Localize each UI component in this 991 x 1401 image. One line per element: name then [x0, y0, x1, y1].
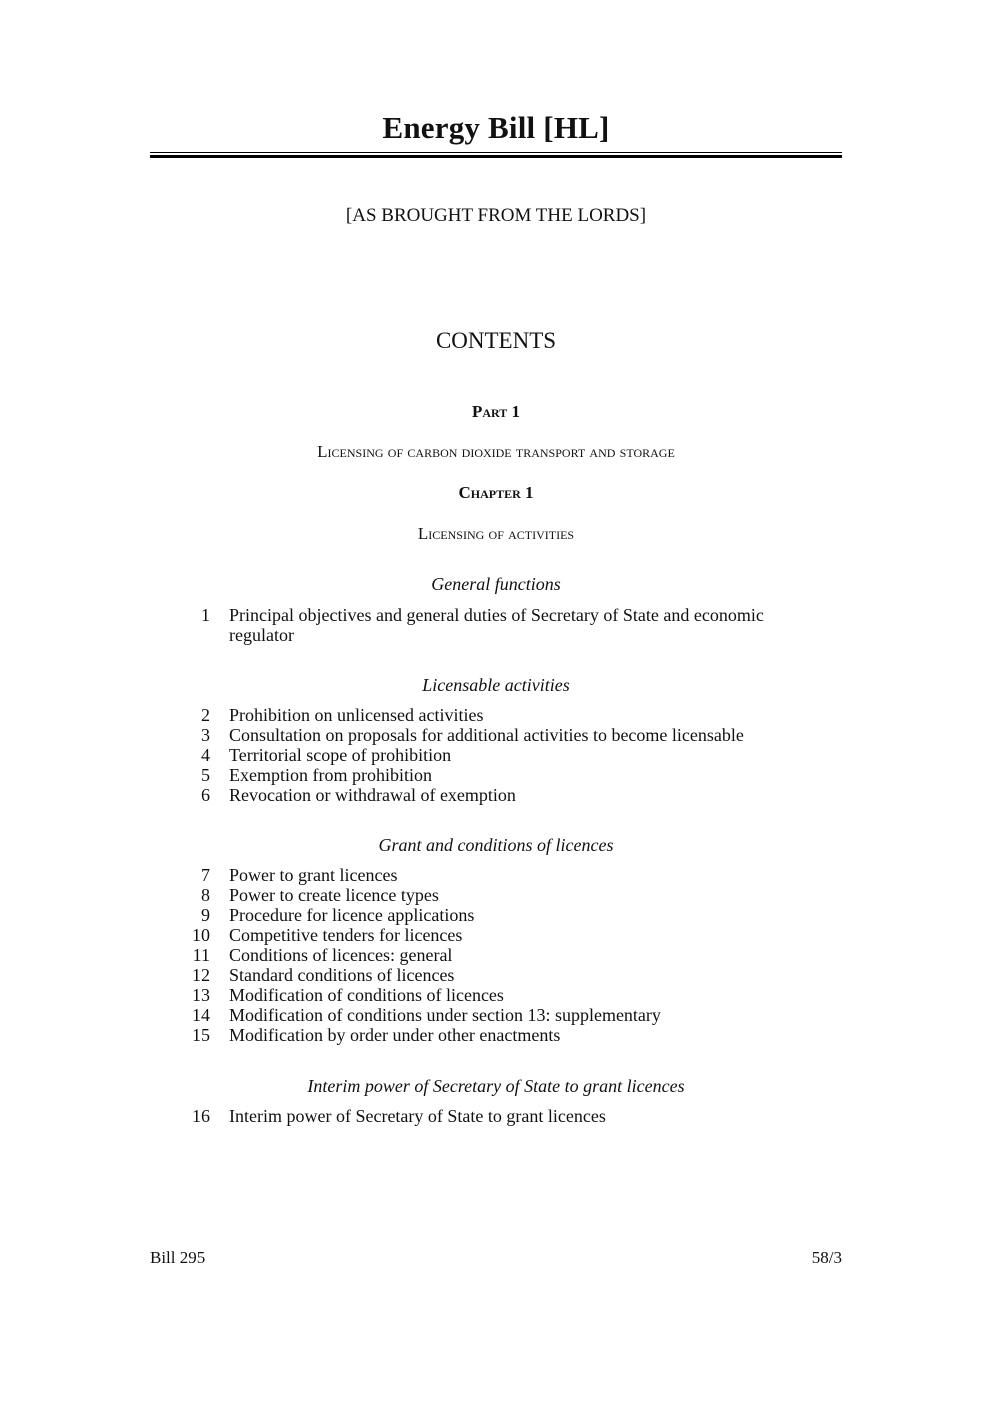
entry-title: Modification by order under other enactments [229, 1025, 561, 1045]
contents-entry[interactable] [180, 945, 842, 965]
group-heading-general-functions: General functions [431, 574, 561, 594]
contents-entry[interactable] [180, 905, 842, 925]
contents-entry[interactable] [180, 985, 842, 1005]
contents-entry[interactable] [180, 1005, 842, 1025]
entry-title: Prohibition on unlicensed activities [229, 705, 484, 725]
chapter-title: Licensing of activities [417, 524, 575, 543]
entry-number: 4 [201, 745, 210, 765]
contents-entry[interactable] [180, 705, 842, 725]
title-rule-thick [150, 155, 842, 158]
contents-entry[interactable] [180, 765, 842, 785]
entry-number: 13 [192, 985, 210, 1005]
part-title: Licensing of carbon dioxide transport and storage [317, 442, 675, 461]
entry-number: 6 [201, 785, 210, 805]
part-heading: Part 1 [471, 402, 521, 421]
entry-title: Conditions of licences: general [229, 945, 453, 965]
contents-heading: CONTENTS [435, 328, 557, 353]
entry-title: Standard conditions of licences [229, 965, 455, 985]
entry-title: Territorial scope of prohibition [229, 745, 452, 765]
entry-number: 1 [201, 605, 210, 625]
entry-number: 9 [201, 905, 210, 925]
group-heading-grant-and-conditions: Grant and conditions of licences [378, 835, 614, 855]
entry-number: 2 [201, 705, 210, 725]
entry-number: 11 [192, 945, 210, 965]
entry-number: 16 [192, 1106, 210, 1126]
entry-title: Power to create licence types [229, 885, 439, 905]
entry-number: 7 [201, 865, 210, 885]
entry-number: 14 [192, 1005, 210, 1025]
group-heading-licensable-activities: Licensable activities [422, 675, 570, 695]
document-subtitle: [AS BROUGHT FROM THE LORDS] [345, 205, 647, 226]
group-heading-interim-power: Interim power of Secretary of State to grant licences [307, 1076, 685, 1096]
entry-list-interim-power [180, 1106, 842, 1126]
entry-number: 10 [192, 925, 210, 945]
entry-title: Principal objectives and general duties of Secretary of State and economic regulator [229, 605, 764, 645]
entry-number: 5 [201, 765, 210, 785]
entry-number: 12 [192, 965, 210, 985]
entry-title: Power to grant licences [229, 865, 398, 885]
entry-title: Procedure for licence applications [229, 905, 475, 925]
contents-entry[interactable] [180, 1106, 842, 1126]
entry-title: Competitive tenders for licences [229, 925, 463, 945]
session-reference: 58/3 [811, 1248, 842, 1267]
entry-title: Modification of conditions under section 13: supplementary [229, 1005, 661, 1025]
entry-title: Consultation on proposals for additional activities to become licensable [229, 725, 744, 745]
entry-title: Revocation or withdrawal of exemption [229, 785, 516, 805]
contents-entry[interactable] [180, 725, 842, 745]
title-rule-thin [150, 152, 842, 153]
document-page [150, 0, 842, 1401]
entry-title: Interim power of Secretary of State to grant licences [229, 1106, 606, 1126]
entry-list-licensable-activities [180, 705, 842, 805]
entry-list-grant-and-conditions [180, 865, 842, 1045]
document-title: Energy Bill [HL] [382, 110, 610, 145]
entry-list-general-functions [180, 605, 842, 645]
contents-entry[interactable] [180, 605, 842, 645]
entry-title: Exemption from prohibition [229, 765, 432, 785]
chapter-heading: Chapter 1 [458, 483, 534, 502]
entry-title: Modification of conditions of licences [229, 985, 504, 1005]
entry-number: 3 [201, 725, 210, 745]
entry-number: 15 [192, 1025, 210, 1045]
entry-number: 8 [201, 885, 210, 905]
contents-entry[interactable] [180, 865, 842, 885]
contents-entry[interactable] [180, 745, 842, 765]
contents-entry[interactable] [180, 965, 842, 985]
bill-number: Bill 295 [150, 1248, 206, 1267]
contents-entry[interactable] [180, 885, 842, 905]
contents-entry[interactable] [180, 925, 842, 945]
contents-entry[interactable] [180, 785, 842, 805]
contents-entry[interactable] [180, 1025, 842, 1045]
